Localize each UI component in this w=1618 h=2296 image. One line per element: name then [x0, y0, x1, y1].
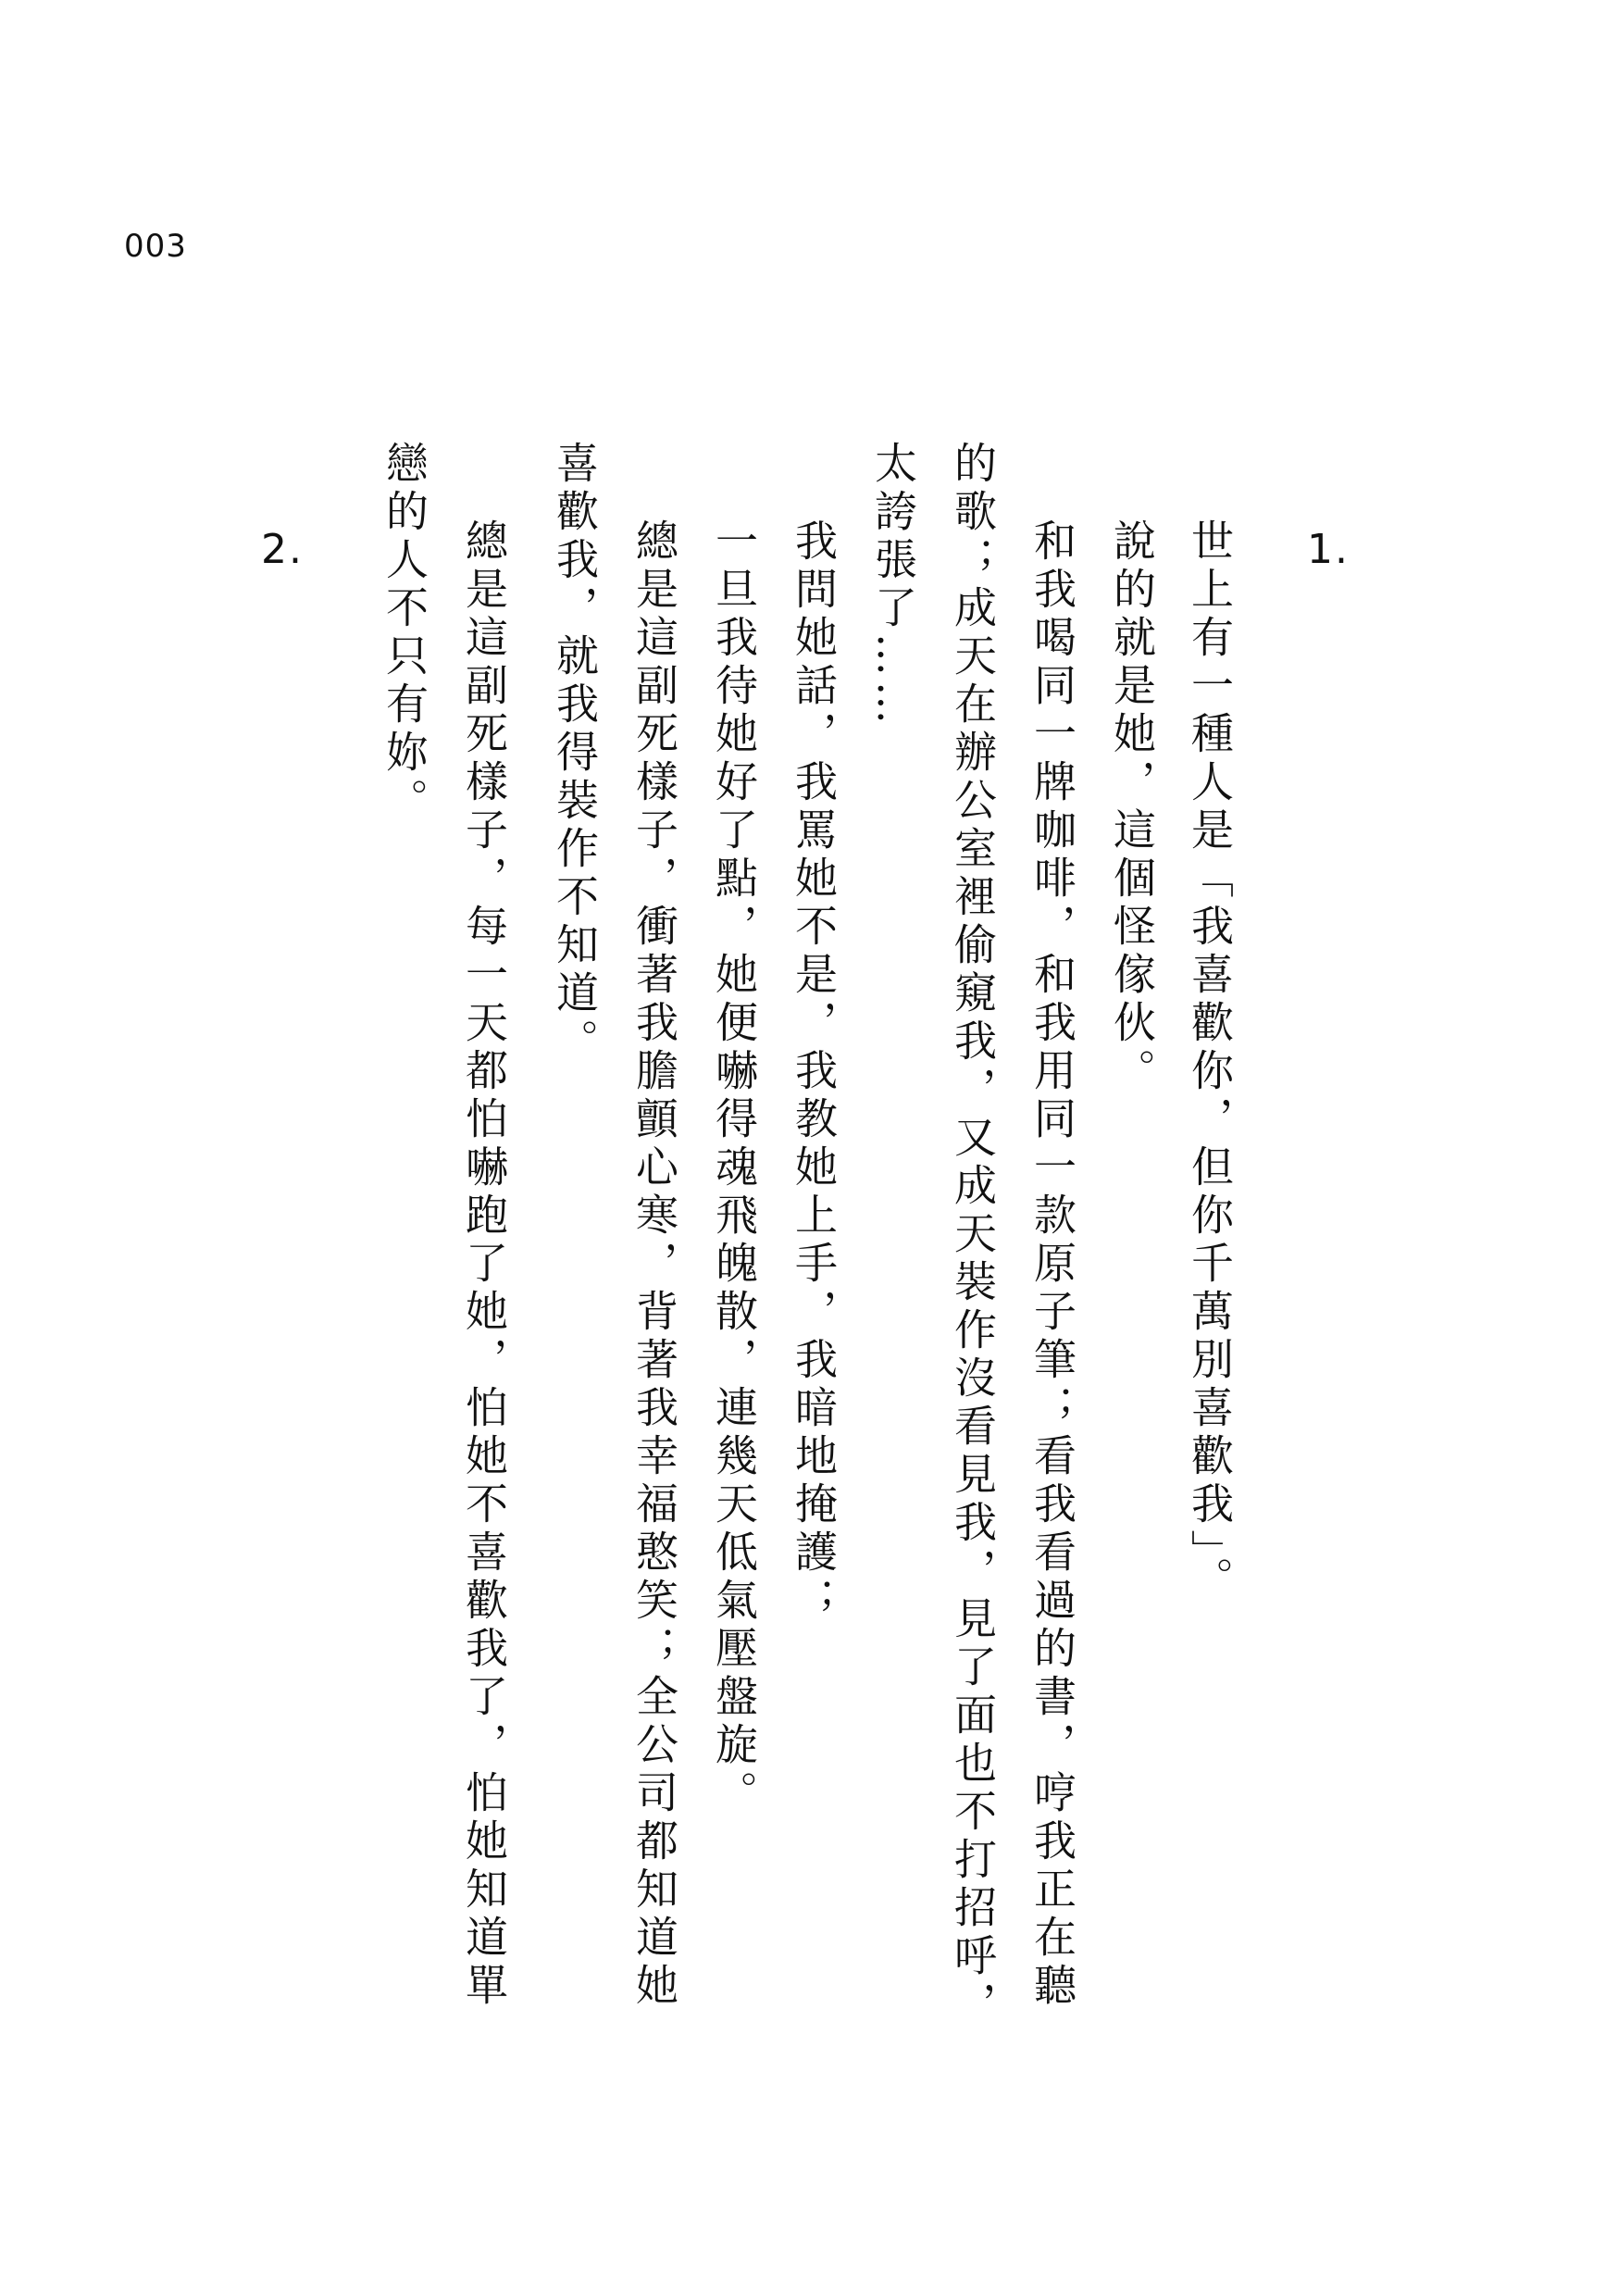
- page-number: 003: [124, 228, 187, 265]
- text-column: 總是這副死樣子，衝著我膽顫心寒，背著我幸福憨笑；全公司都知道她: [629, 518, 679, 2011]
- section-number-2: 2.: [261, 526, 304, 573]
- text-column: 說的就是她，這個怪傢伙。: [1107, 518, 1157, 1096]
- text-column: 喜歡我，就我得裝作不知道。: [550, 441, 600, 1067]
- section-number-1: 1.: [1307, 526, 1350, 573]
- text-column: 的歌；成天在辦公室裡偷窺我，又成天裝作沒看見我，見了面也不打招呼，: [948, 441, 998, 2029]
- text-column: 世上有一種人是「我喜歡你，但你千萬別喜歡我」。: [1185, 518, 1235, 1604]
- text-column: 戀的人不只有妳。: [380, 441, 429, 826]
- text-column: 太誇張了……: [868, 441, 918, 730]
- text-column: 一旦我待她好了點，她便嚇得魂飛魄散，連幾天低氣壓盤旋。: [709, 518, 759, 1818]
- text-column: 和我喝同一牌咖啡，和我用同一款原子筆；看我看過的書，哼我正在聽: [1027, 518, 1077, 2011]
- text-column: 我問她話，我罵她不是，我教她上手，我暗地掩護；: [789, 518, 839, 1626]
- text-column: 總是這副死樣子，每一天都怕嚇跑了她，怕她不喜歡我了，怕她知道單: [459, 518, 509, 2011]
